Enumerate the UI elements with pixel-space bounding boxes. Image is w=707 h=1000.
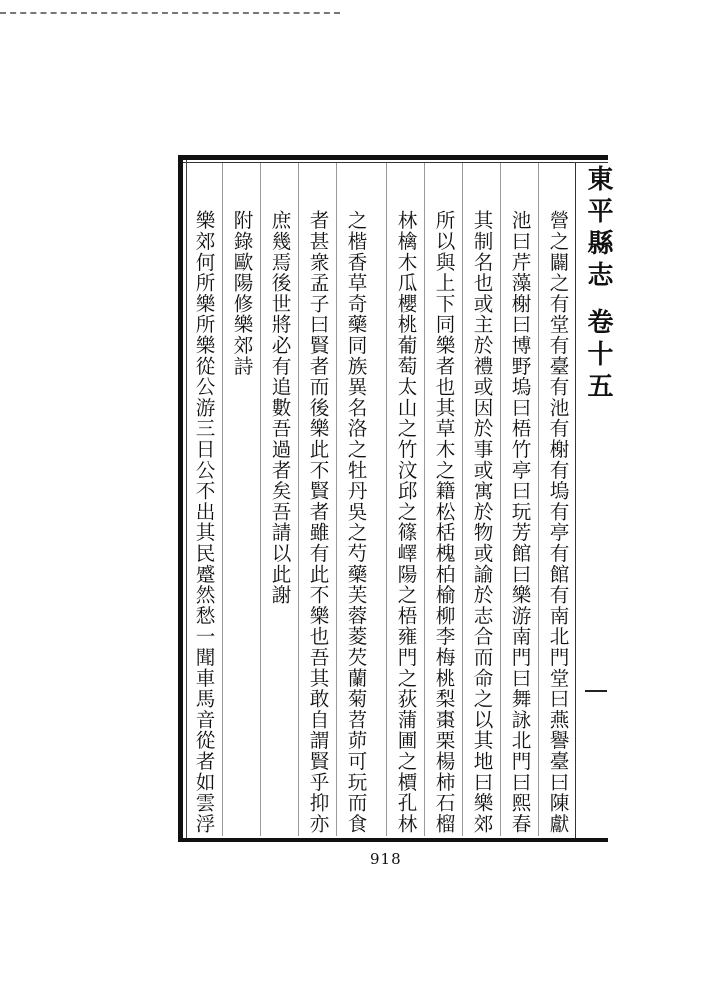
frame-left-border: [178, 155, 183, 842]
column-rule: [500, 163, 501, 836]
top-dashed-line: [0, 12, 340, 14]
column-rule: [336, 163, 337, 836]
title-column-rule: [575, 163, 576, 838]
text-column-6: 之楷香草奇藥同族異名洛之牡丹吳之芍藥芙蓉菱芡蘭菊苕茆可玩而食: [344, 210, 367, 834]
text-column-4: 所以與上下同樂者也其草木之籍松栝槐柏榆柳李梅桃梨棗栗楊柿石榴: [432, 210, 455, 834]
column-rule: [260, 163, 261, 836]
column-rule: [538, 163, 539, 836]
title-column-mark: [585, 690, 607, 692]
column-rule: [386, 163, 387, 836]
text-column-10: 樂郊何所樂所樂從公游三日公不出其民蹙然愁一聞車馬音從者如雲浮: [192, 210, 215, 834]
column-rule: [222, 163, 223, 836]
column-rule: [298, 163, 299, 836]
book-title: 東平縣志 卷十五: [583, 165, 613, 405]
frame-top-border: [178, 155, 608, 160]
text-column-1: 營之闢之有堂有臺有池有榭有塢有亭有館有南北門堂曰燕譽臺曰陳獻: [546, 210, 569, 834]
text-column-2: 池曰芹藻榭曰博野塢曰梧竹亭曰玩芳館曰樂游南門曰舞詠北門曰熙春: [508, 210, 531, 834]
frame-bottom-border: [178, 838, 608, 842]
frame-left-inner-border: [186, 160, 187, 838]
column-rule: [424, 163, 425, 836]
column-rule: [462, 163, 463, 836]
page-number: 918: [370, 850, 402, 868]
text-column-3: 其制名也或主於禮或因於事或寓於物或諭於志合而命之以其地曰樂郊: [470, 210, 493, 834]
frame-top-inner-border: [178, 162, 608, 163]
text-column-8: 庶幾焉後世將必有追數吾過者矣吾請以此謝: [268, 210, 291, 606]
text-column-5: 林檎木瓜櫻桃葡萄太山之竹汶邱之篠嶧陽之梧雍門之荻蒲圃之檟孔林: [394, 210, 417, 834]
appendix-heading: 附錄歐陽修樂郊詩: [230, 210, 253, 377]
text-column-7: 者甚衆孟子曰賢者而後樂此不賢者雖有此不樂也吾其敢自謂賢乎抑亦: [306, 210, 329, 834]
